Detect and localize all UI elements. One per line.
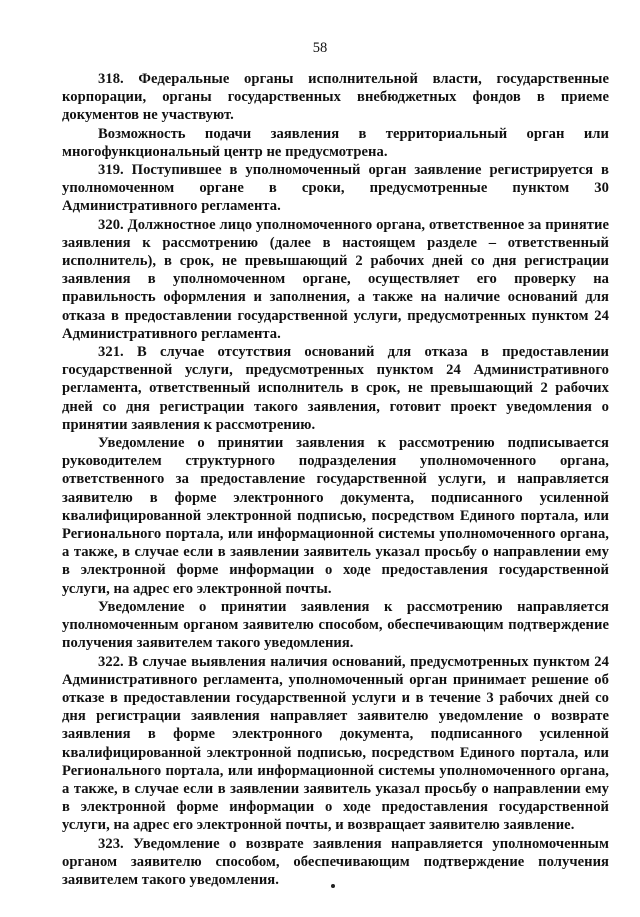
paragraph-322: 322. В случае выявления наличия оснований, предусмотренных пунктом 24 Административного регламента, уполномоченный орган принимает решение об отказе в предоставлении государственной услуги и в течение 3 рабочих дней со дня регистрации заявления направляет заявителю уведомление о возврате заявления в форме электронного документа, подписанного усиленной квалифицированной электронной подписью, посредством Единого портала, или Регионального портала, или информационной системы уполномоченного органа, а также, в случае если в заявлении заявитель указал просьбу о направлении ему в электронной форме информации о ходе предоставления государственной услуги, на адрес его электронной почты, и возвращает заявителю заявление.: [62, 653, 609, 834]
paragraph-320: 320. Должностное лицо уполномоченного органа, ответственное за принятие заявления к рассмотрению (далее в настоящем разделе – ответственный исполнитель), в срок, не превышающий 2 рабочих дней со дня регистрации заявления в уполномоченном органе, осуществляет его проверку на правильность оформления и заполнения, а также на наличие оснований для отказа в предоставлении государственной услуги, предусмотренных пунктом 24 Административного регламента.: [62, 216, 609, 342]
paragraph-321-notice-delivery: Уведомление о принятии заявления к рассмотрению направляется уполномоченным органом заявителю способом, обеспечивающим подтверждение получения заявителем такого уведомления.: [62, 598, 609, 652]
paragraph-319: 319. Поступившее в уполномоченный орган заявление регистрируется в уполномоченном органе в сроки, предусмотренные пунктом 30 Административного регламента.: [62, 162, 609, 215]
paragraph-321-notice-signing: Уведомление о принятии заявления к рассмотрению подписывается руководителем структурного подразделения уполномоченного органа, ответственного за предоставление государственной услуги, и направляется заявителю в форме электронного документа, подписанного усиленной квалифицированной электронной подписью, посредством Единого портала, или Регионального портала, или информационной системы уполномоченного органа, а также, в случае если в заявлении заявитель указал просьбу о направлении ему в электронной форме информации о ходе предоставления государственной услуги, на адрес его электронной почты.: [62, 435, 609, 597]
scan-mark: [331, 884, 335, 888]
page-number: 58: [312, 40, 328, 56]
paragraph-318: 318. Федеральные органы исполнительной власти, государственные корпорации, органы государственных внебюджетных фондов в приеме документов не участвуют.: [62, 71, 609, 124]
document-body: [62, 70, 609, 889]
paragraph-318-note: Возможность подачи заявления в территориальный орган или многофункциональный центр не предусмотрена.: [62, 125, 609, 160]
paragraph-321: 321. В случае отсутствия оснований для отказа в предоставлении государственной услуги, предусмотренных пунктом 24 Административного регламента, ответственный исполнитель в срок, не превышающий 2 рабочих дней со дня регистрации такого заявления, готовит проект уведомления о принятии заявления к рассмотрению.: [62, 344, 609, 433]
paragraph-323: 323. Уведомление о возврате заявления направляется уполномоченным органом заявителю способом, обеспечивающим подтверждение получения заявителем такого уведомления.: [62, 835, 609, 888]
